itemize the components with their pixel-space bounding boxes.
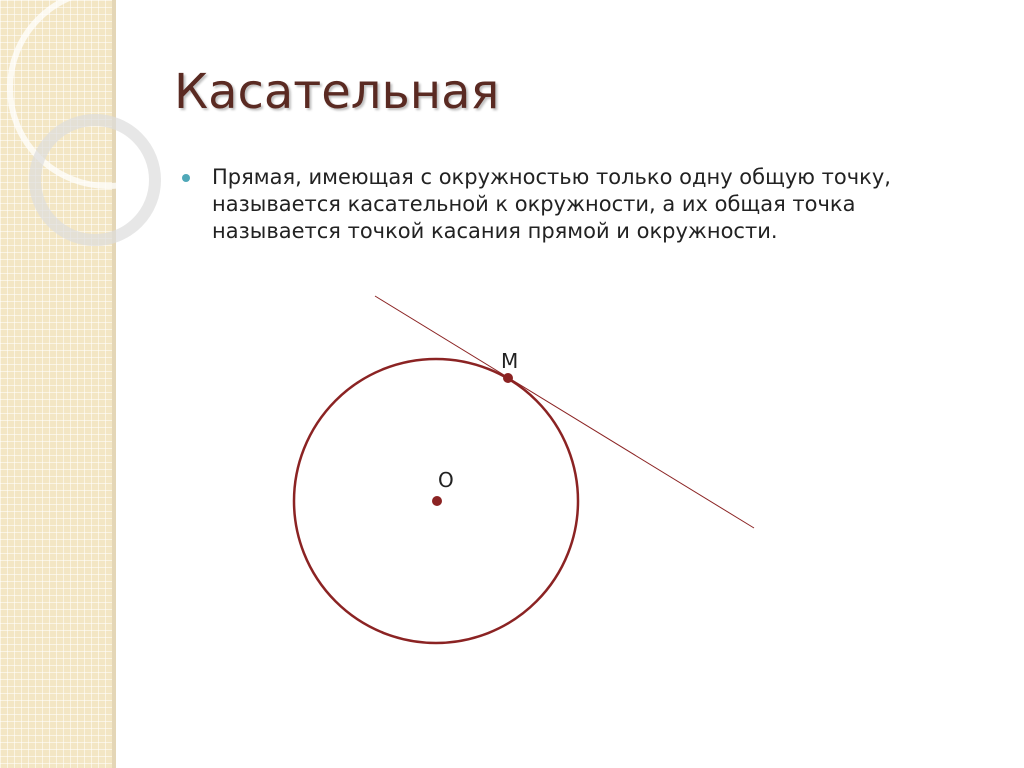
center-point-o	[432, 496, 442, 506]
tangent-point-m	[503, 373, 513, 383]
label-o: O	[438, 468, 454, 492]
bullet-text: Прямая, имеющая с окружностью только одну общую точку, называется касательной к окружности, а их общая точка называется точкой касания прямой и окружности.	[212, 165, 891, 243]
slide-title: Касательная	[174, 64, 500, 120]
label-m: М	[501, 349, 519, 373]
tangent-line	[375, 296, 754, 528]
